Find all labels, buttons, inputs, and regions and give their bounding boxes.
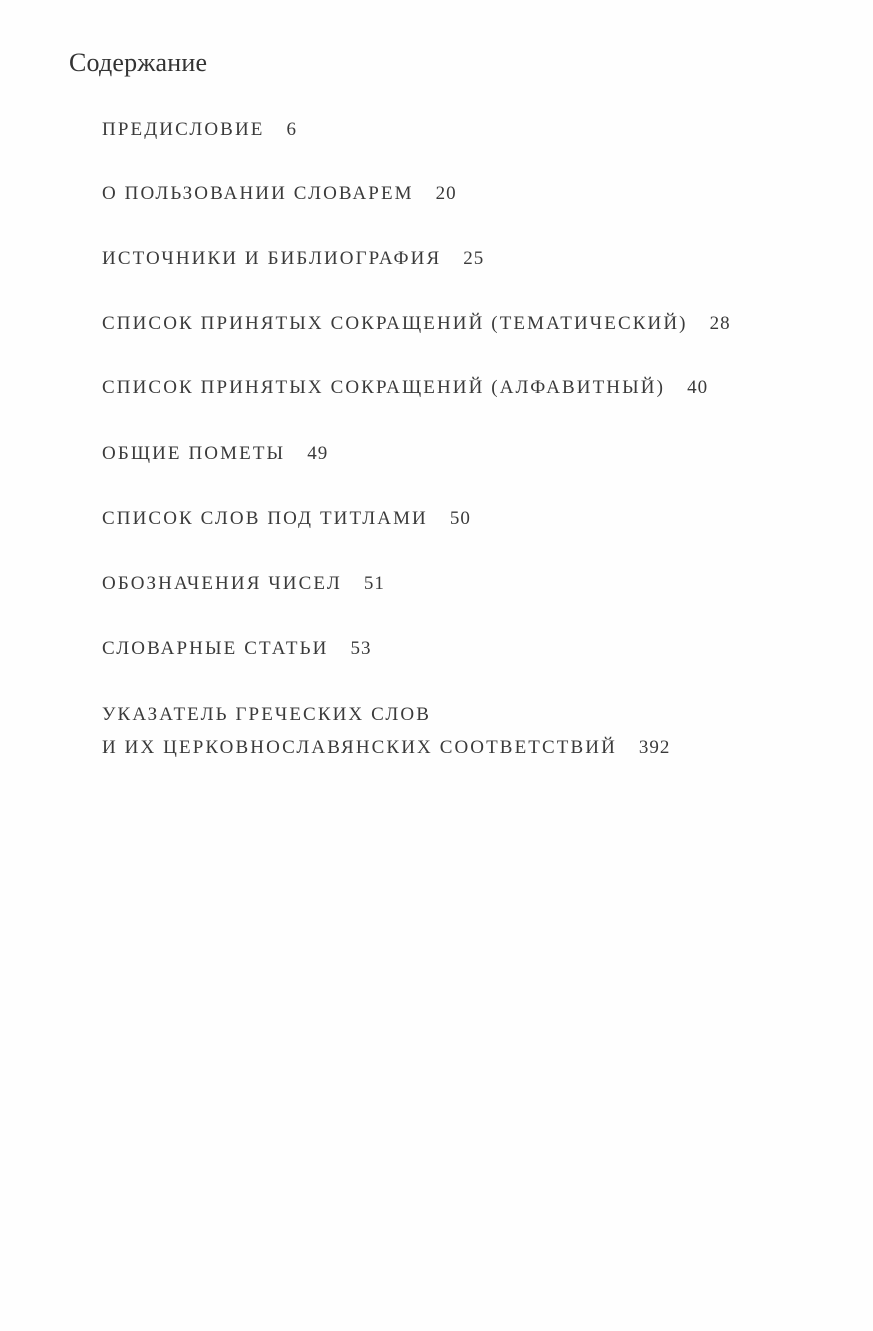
- toc-entry-title: ПРЕДИСЛОВИЕ: [102, 119, 265, 140]
- page-title: Содержание: [69, 48, 208, 77]
- toc-entry[interactable]: [102, 245, 484, 273]
- toc-entry-title: О ПОЛЬЗОВАНИИ СЛОВАРЕМ: [102, 183, 414, 204]
- toc-entry[interactable]: [102, 701, 670, 762]
- toc-entry-title: ОБЩИЕ ПОМЕТЫ: [102, 443, 286, 464]
- toc-entry[interactable]: [102, 180, 457, 208]
- toc-entry-title-line-2-wrap: [102, 734, 670, 762]
- toc-entry-page: 49: [307, 443, 329, 464]
- toc-entry[interactable]: [102, 310, 731, 338]
- toc-entry-title-line-1: УКАЗАТЕЛЬ ГРЕЧЕСКИХ СЛОВ: [102, 704, 431, 725]
- toc-entry-page: 28: [709, 313, 731, 334]
- toc-entry[interactable]: [102, 635, 371, 663]
- toc-entry-title: ИСТОЧНИКИ И БИБЛИОГРАФИЯ: [102, 248, 442, 269]
- toc-entry-page: 53: [350, 638, 372, 659]
- toc-entry[interactable]: [102, 570, 385, 598]
- toc-entry-title: ОБОЗНАЧЕНИЯ ЧИСЕЛ: [102, 573, 342, 594]
- toc-entry-page: 51: [363, 573, 385, 594]
- toc-entry[interactable]: [102, 374, 708, 402]
- toc-entry-page: 40: [687, 377, 709, 398]
- toc-entry-title: СПИСОК СЛОВ ПОД ТИТЛАМИ: [102, 508, 428, 529]
- toc-entry[interactable]: [102, 505, 471, 533]
- toc-entry-title: СЛОВАРНЫЕ СТАТЬИ: [102, 638, 329, 659]
- toc-entry-title: СПИСОК ПРИНЯТЫХ СОКРАЩЕНИЙ (ТЕМАТИЧЕСКИЙ): [102, 313, 688, 334]
- toc-entry-page: 6: [286, 119, 297, 140]
- toc-entry[interactable]: [102, 116, 297, 144]
- toc-entry-page: 392: [638, 737, 671, 758]
- toc-entry-page: 20: [435, 183, 457, 204]
- toc-entry-page: 50: [449, 508, 471, 529]
- toc-entry[interactable]: [102, 440, 328, 468]
- toc-entry-page: 25: [463, 248, 485, 269]
- toc-entry-title: СПИСОК ПРИНЯТЫХ СОКРАЩЕНИЙ (АЛФАВИТНЫЙ): [102, 377, 666, 398]
- toc-entry-title-line-2: И ИХ ЦЕРКОВНОСЛАВЯНСКИХ СООТВЕТСТВИЙ: [102, 737, 617, 758]
